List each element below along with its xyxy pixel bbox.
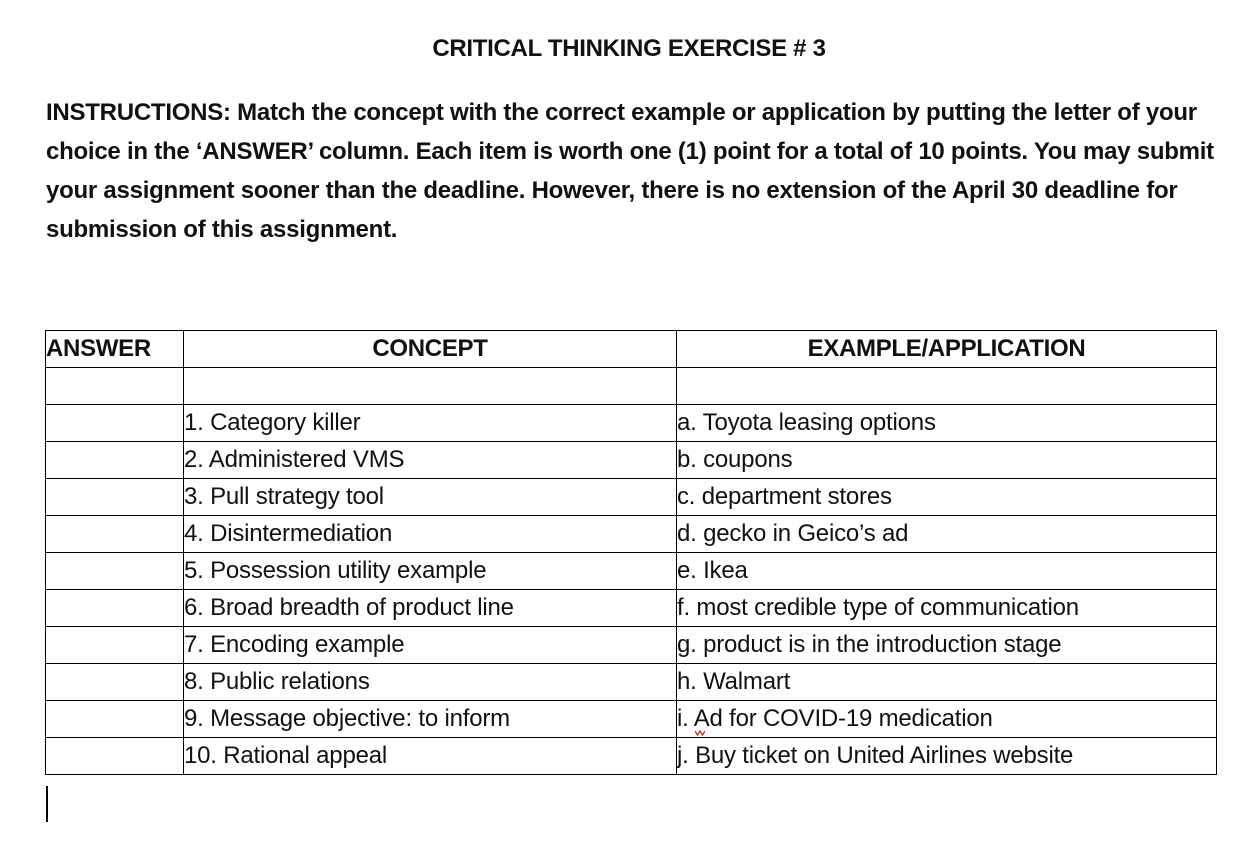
example-cell: [677, 701, 1217, 738]
table-row: [46, 442, 1217, 479]
concept-cell: 9. Message objective: to inform: [184, 701, 677, 738]
answer-cell[interactable]: [46, 553, 184, 590]
header-answer: ANSWER: [46, 331, 184, 368]
concept-cell: 8. Public relations: [184, 664, 677, 701]
text-cursor[interactable]: [46, 786, 48, 822]
answer-cell[interactable]: [46, 405, 184, 442]
example-cell: b. coupons: [677, 442, 1217, 479]
table-row: [46, 738, 1217, 775]
example-cell: h. Walmart: [677, 664, 1217, 701]
example-cell: a. Toyota leasing options: [677, 405, 1217, 442]
header-concept: CONCEPT: [184, 331, 677, 368]
example-cell: e. Ikea: [677, 553, 1217, 590]
table-row: [46, 516, 1217, 553]
table-row: [46, 627, 1217, 664]
table-row: [46, 368, 1217, 405]
answer-cell[interactable]: [46, 479, 184, 516]
answer-cell[interactable]: [46, 442, 184, 479]
example-cell-text: i. Ad for COVID-19 medication: [677, 705, 993, 732]
concept-cell: 4. Disintermediation: [184, 516, 677, 553]
example-cell: j. Buy ticket on United Airlines website: [677, 738, 1217, 775]
page-title: CRITICAL THINKING EXERCISE # 3: [432, 35, 826, 62]
concept-cell: 5. Possession utility example: [184, 553, 677, 590]
concept-cell: 3. Pull strategy tool: [184, 479, 677, 516]
example-cell: [677, 368, 1217, 405]
matching-table: [45, 330, 1217, 775]
table-row: [46, 664, 1217, 701]
answer-cell[interactable]: [46, 516, 184, 553]
example-cell: f. most credible type of communication: [677, 590, 1217, 627]
concept-cell: [184, 368, 677, 405]
answer-cell[interactable]: [46, 701, 184, 738]
example-cell: g. product is in the introduction stage: [677, 627, 1217, 664]
concept-cell: 2. Administered VMS: [184, 442, 677, 479]
answer-cell[interactable]: [46, 664, 184, 701]
spellcheck-squiggle-icon: [695, 730, 705, 736]
table-row: [46, 701, 1217, 738]
answer-cell[interactable]: [46, 738, 184, 775]
answer-cell[interactable]: [46, 627, 184, 664]
concept-cell: 1. Category killer: [184, 405, 677, 442]
table-row: [46, 405, 1217, 442]
table-header-row: [46, 331, 1217, 368]
table-row: [46, 479, 1217, 516]
concept-cell: 7. Encoding example: [184, 627, 677, 664]
example-cell: d. gecko in Geico’s ad: [677, 516, 1217, 553]
header-example: EXAMPLE/APPLICATION: [677, 331, 1217, 368]
concept-cell: 10. Rational appeal: [184, 738, 677, 775]
answer-cell[interactable]: [46, 368, 184, 405]
instructions-paragraph: INSTRUCTIONS: Match the concept with the correct example or application by putting the letter of your choice in the ‘ANSWER’ column. Each item is worth one (1) point for a total of 10 points. You may submit your assignment sooner than the deadline. However, there is no extension of the April 30 deadline for submission of this assignment.: [46, 99, 1214, 243]
table-row: [46, 553, 1217, 590]
table-row: [46, 590, 1217, 627]
concept-cell: 6. Broad breadth of product line: [184, 590, 677, 627]
example-cell: c. department stores: [677, 479, 1217, 516]
answer-cell[interactable]: [46, 590, 184, 627]
